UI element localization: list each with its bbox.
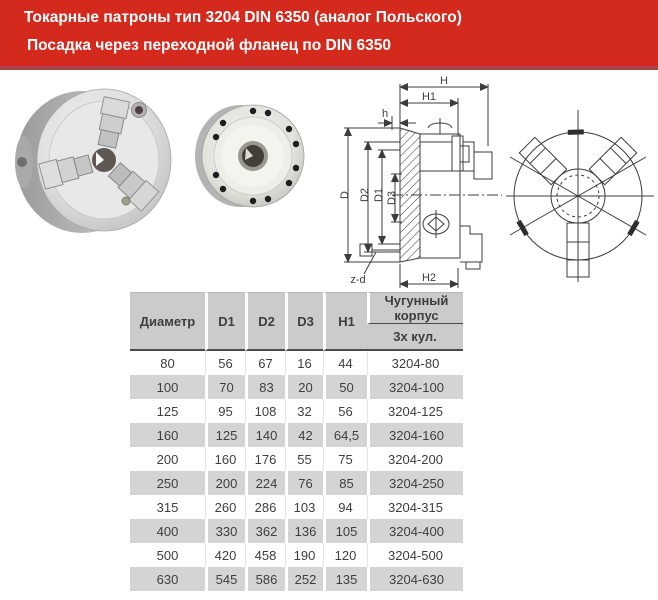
table-cell: 125 — [130, 399, 205, 423]
table-cell: 3204-630 — [367, 567, 463, 591]
col-header-body-type: Чугунный корпус — [367, 292, 463, 324]
col-header-h1: H1 — [323, 292, 367, 351]
table-row — [130, 543, 463, 567]
table-cell: 252 — [285, 567, 323, 591]
table-cell: 140 — [245, 423, 285, 447]
table-cell: 200 — [130, 447, 205, 471]
table-cell: 250 — [130, 471, 205, 495]
table-cell: 83 — [245, 375, 285, 399]
table-cell: 330 — [205, 519, 245, 543]
table-cell: 64,5 — [323, 423, 367, 447]
chuck-back-photo — [190, 96, 310, 221]
table-row — [130, 471, 463, 495]
chuck-screw — [122, 197, 130, 205]
table-row — [130, 423, 463, 447]
table-cell: 56 — [205, 351, 245, 375]
table-cell: 458 — [245, 543, 285, 567]
dim-label-D1: D1 — [373, 187, 385, 203]
table-cell: 70 — [205, 375, 245, 399]
table-cell: 125 — [205, 423, 245, 447]
chuck-front-photo-image — [6, 82, 190, 246]
page-header — [0, 0, 658, 66]
drawing-front-view — [502, 84, 658, 295]
col-header-d3: D3 — [285, 292, 323, 351]
page-title: Токарные патроны тип 3204 DIN 6350 (аналог Польского) — [24, 9, 462, 26]
header-divider — [0, 66, 658, 70]
dim-label-D2: D2 — [359, 187, 371, 203]
table-cell: 586 — [245, 567, 285, 591]
table-cell: 3204-200 — [367, 447, 463, 471]
table-cell: 3204-315 — [367, 495, 463, 519]
table-row — [130, 567, 463, 591]
drawing-side-section — [336, 76, 506, 299]
page-subtitle: Посадка через переходной фланец по DIN 6350 — [27, 37, 392, 54]
table-row — [130, 351, 463, 375]
table-cell: 55 — [285, 447, 323, 471]
table-cell: 120 — [323, 543, 367, 567]
table-cell: 95 — [205, 399, 245, 423]
chuck-key-socket — [135, 106, 143, 114]
table-cell: 286 — [245, 495, 285, 519]
table-cell: 3204-80 — [367, 351, 463, 375]
table-cell: 136 — [285, 519, 323, 543]
table-cell: 16 — [285, 351, 323, 375]
table-cell: 3204-100 — [367, 375, 463, 399]
table-cell: 260 — [205, 495, 245, 519]
table-row — [130, 519, 463, 543]
spec-table-body — [130, 351, 463, 591]
table-row — [130, 399, 463, 423]
table-cell: 42 — [285, 423, 323, 447]
table-cell: 75 — [323, 447, 367, 471]
table-cell: 420 — [205, 543, 245, 567]
col-header-d2: D2 — [245, 292, 285, 351]
table-cell: 630 — [130, 567, 205, 591]
dim-label-H: H — [440, 76, 448, 87]
table-cell: 160 — [205, 447, 245, 471]
table-row — [130, 375, 463, 399]
table-cell: 176 — [245, 447, 285, 471]
col-header-diameter: Диаметр — [130, 292, 205, 351]
table-cell: 190 — [285, 543, 323, 567]
table-cell: 100 — [130, 375, 205, 399]
table-cell: 3204-250 — [367, 471, 463, 495]
chuck-front-photo — [6, 82, 190, 251]
table-cell: 545 — [205, 567, 245, 591]
table-cell: 160 — [130, 423, 205, 447]
table-cell: 3204-160 — [367, 423, 463, 447]
drawing-front-view-image — [502, 84, 658, 290]
drawing-side-section-image — [336, 76, 506, 294]
dim-label-H2: H2 — [421, 272, 437, 284]
table-cell: 20 — [285, 375, 323, 399]
table-cell: 362 — [245, 519, 285, 543]
table-cell: 224 — [245, 471, 285, 495]
table-row — [130, 447, 463, 471]
table-cell: 315 — [130, 495, 205, 519]
dim-label-h: h — [381, 108, 389, 120]
table-cell: 3204-400 — [367, 519, 463, 543]
table-cell: 3204-125 — [367, 399, 463, 423]
drawing-dimension-labels — [339, 76, 448, 286]
dim-label-zd: z-d — [350, 274, 366, 286]
col-subheader-jaws: 3х кул. — [367, 324, 463, 351]
table-cell: 500 — [130, 543, 205, 567]
table-row — [130, 495, 463, 519]
table-cell: 50 — [323, 375, 367, 399]
table-cell: 108 — [245, 399, 285, 423]
table-cell: 76 — [285, 471, 323, 495]
table-cell: 67 — [245, 351, 285, 375]
dim-label-D3: D3 — [386, 190, 398, 206]
table-cell: 400 — [130, 519, 205, 543]
spec-table — [130, 292, 463, 591]
table-cell: 200 — [205, 471, 245, 495]
col-header-d1: D1 — [205, 292, 245, 351]
chuck-back-photo-image — [190, 96, 310, 216]
table-cell: 94 — [323, 495, 367, 519]
table-cell: 32 — [285, 399, 323, 423]
table-cell: 85 — [323, 471, 367, 495]
table-cell: 80 — [130, 351, 205, 375]
table-cell: 105 — [323, 519, 367, 543]
table-cell: 135 — [323, 567, 367, 591]
table-cell: 3204-500 — [367, 543, 463, 567]
table-cell: 56 — [323, 399, 367, 423]
table-cell: 103 — [285, 495, 323, 519]
dim-label-H1: H1 — [421, 91, 437, 103]
table-cell: 44 — [323, 351, 367, 375]
dim-label-D: D — [339, 191, 351, 199]
